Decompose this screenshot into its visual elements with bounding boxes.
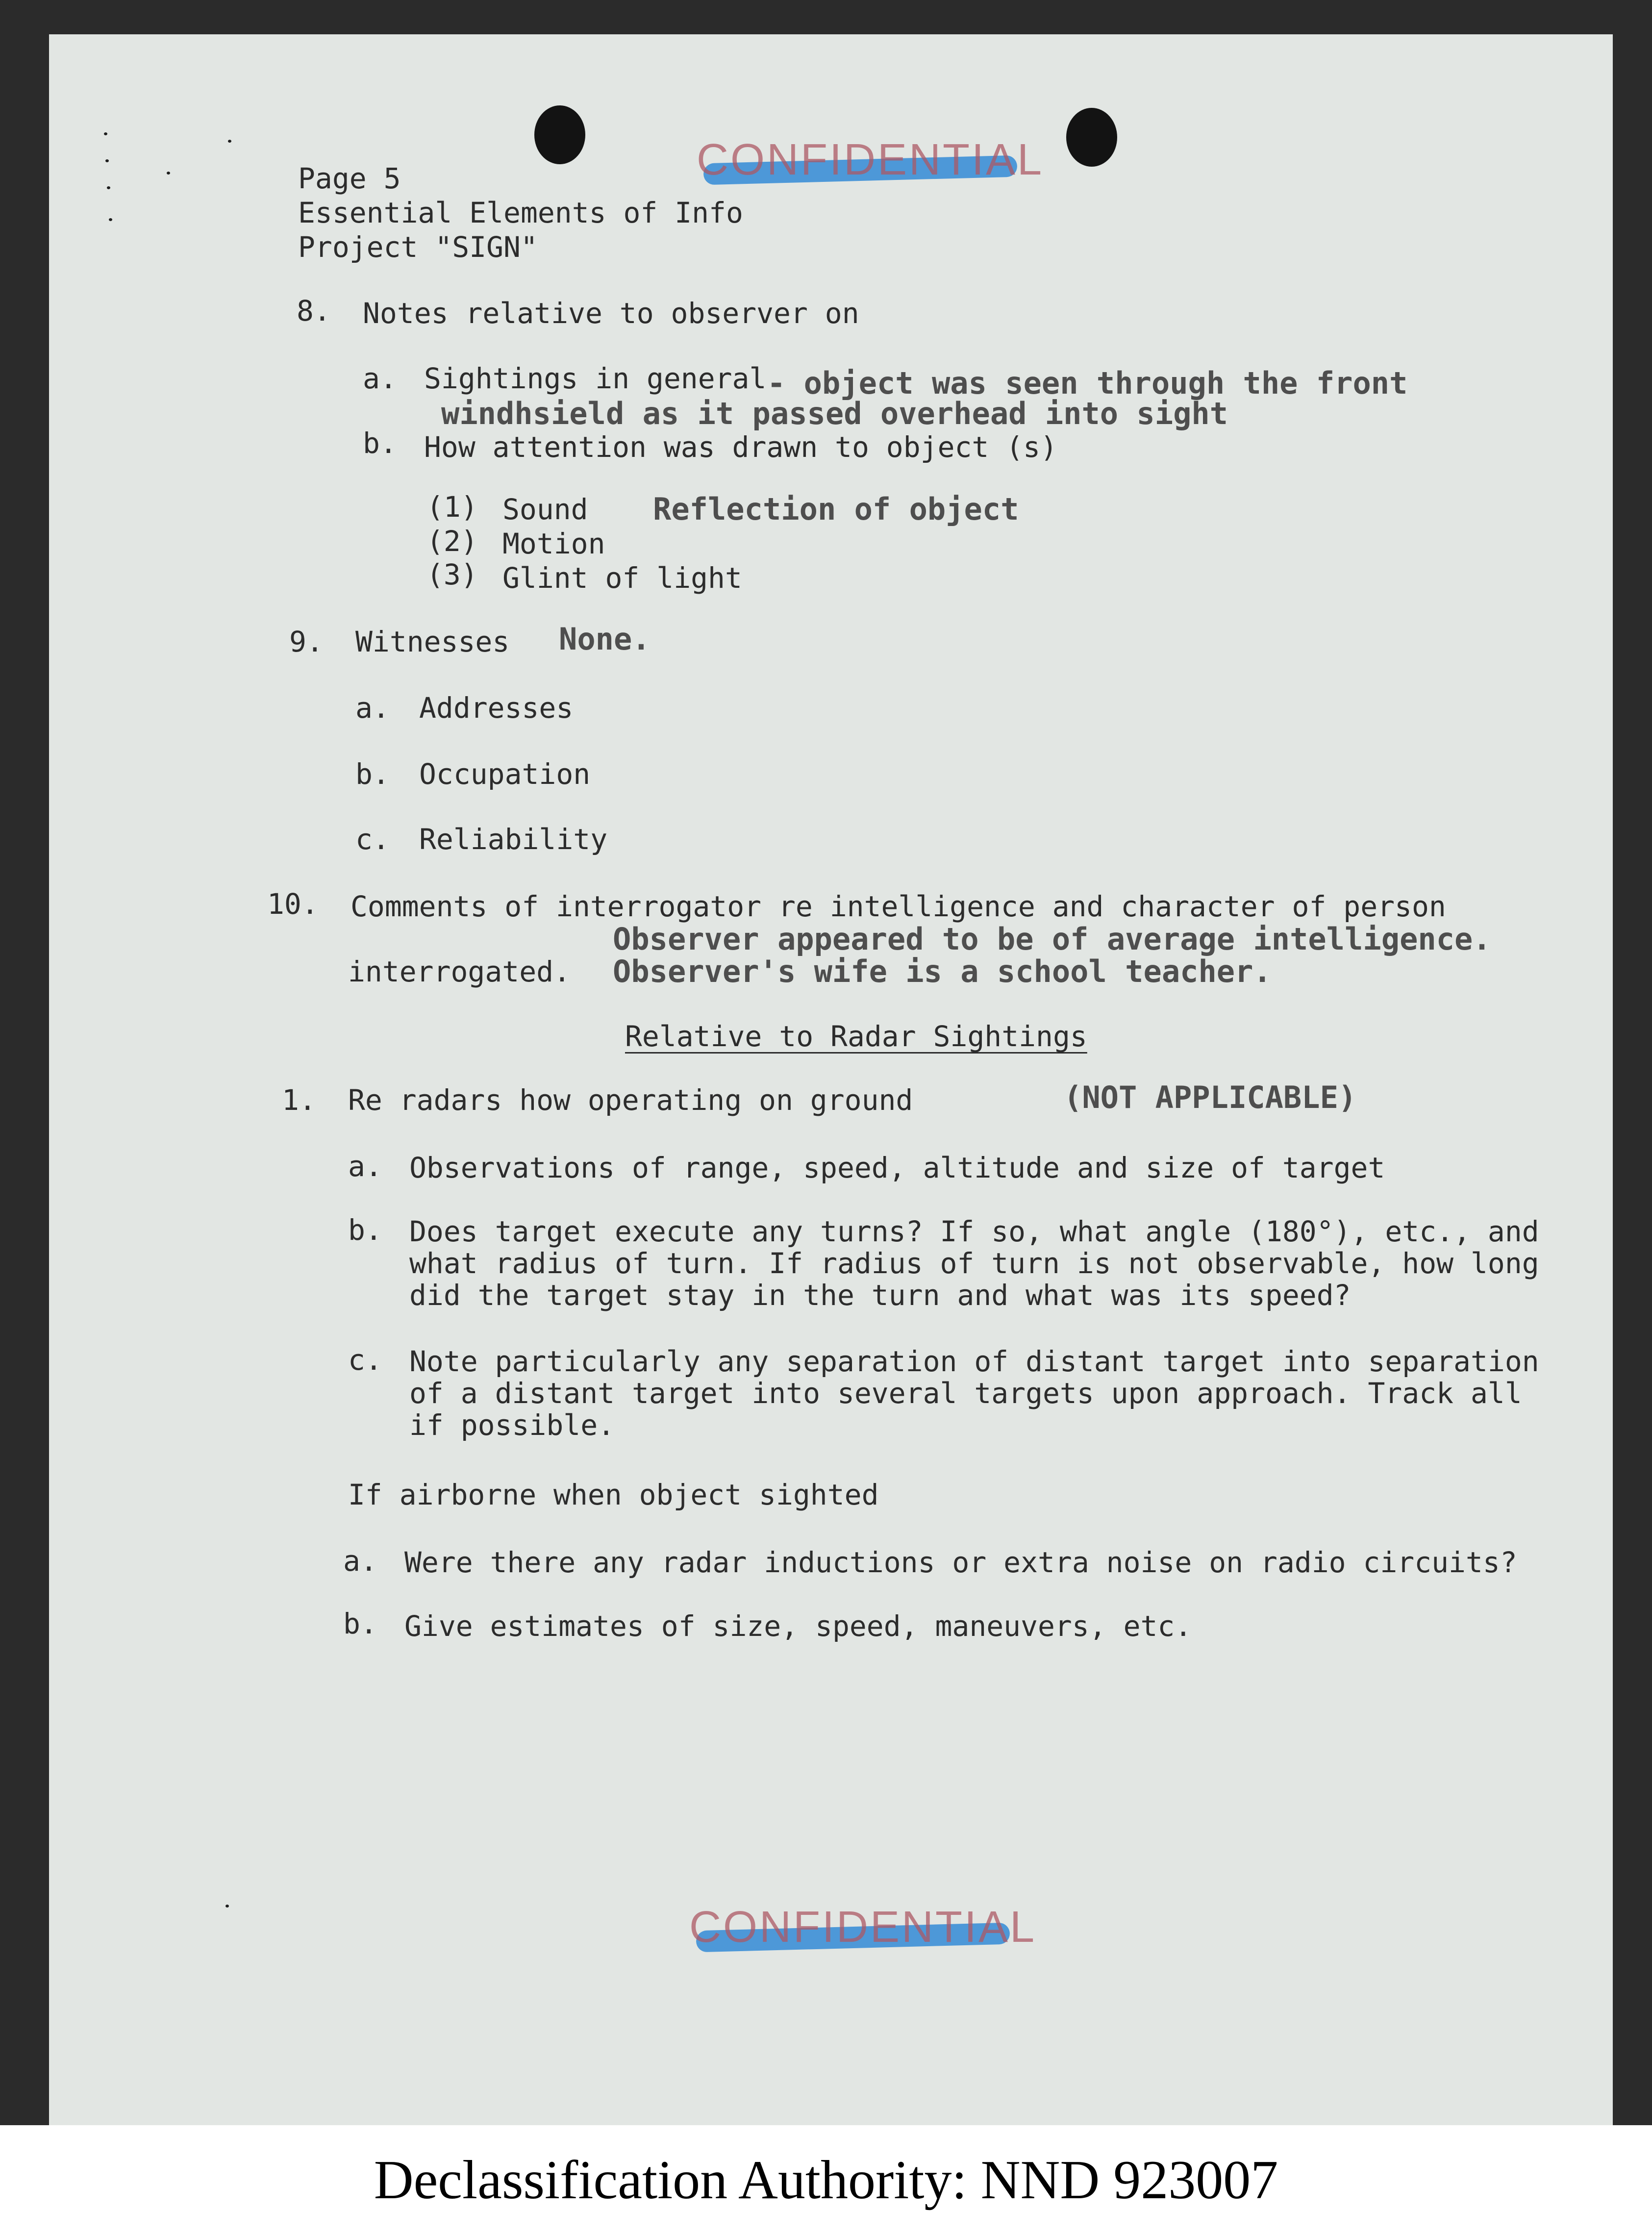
radar-item-b-label: b.	[348, 1213, 382, 1247]
item-9b-label: b.	[355, 757, 390, 791]
item-8b-label: b.	[363, 427, 397, 460]
item-8a-text: Sightings in general	[424, 362, 767, 395]
airborne-item-b-label: b.	[343, 1607, 377, 1640]
document-subtitle: Essential Elements of Info	[298, 196, 743, 229]
margin-speck	[104, 132, 107, 135]
punch-hole-right	[1066, 108, 1117, 167]
item-10-text: Comments of interrogator re intelligence and character of person	[350, 890, 1446, 923]
item-10-answer-cont: Observer's wife is a school teacher.	[613, 954, 1272, 989]
item-9-number: 9.	[289, 625, 324, 658]
radar-item-a-text: Observations of range, speed, altitude and size of target	[409, 1151, 1385, 1184]
radar-item-1-number: 1.	[282, 1083, 316, 1117]
item-10-text-cont: interrogated.	[348, 955, 571, 988]
item-9-title: Witnesses	[355, 625, 510, 658]
radar-item-c-line: if possible.	[409, 1408, 615, 1442]
confidential-stamp-text: CONFIDENTIAL	[689, 1903, 1037, 1952]
item-8b-answer: Reflection of object	[653, 491, 1019, 527]
confidential-stamp-bottom	[681, 1902, 1044, 1956]
item-9c-label: c.	[355, 823, 390, 856]
confidential-stamp-text: CONFIDENTIAL	[696, 135, 1044, 184]
item-10-number: 10.	[267, 887, 319, 921]
sub-item-text: Glint of light	[502, 561, 742, 595]
sub-item-text: Sound	[502, 493, 588, 526]
declassification-authority-footer: Declassification Authority: NND 923007	[0, 2125, 1652, 2235]
item-9b-text: Occupation	[419, 757, 591, 791]
document-page	[49, 34, 1613, 2125]
airborne-item-b-text: Give estimates of size, speed, maneuvers, etc.	[404, 1609, 1192, 1643]
margin-speck	[105, 159, 109, 162]
margin-speck	[225, 1905, 229, 1908]
radar-item-c-label: c.	[348, 1343, 382, 1377]
punch-hole-left	[534, 105, 585, 164]
item-9-answer: None.	[559, 621, 651, 657]
radar-item-b-line: did the target stay in the turn and what was its speed?	[409, 1279, 1351, 1312]
item-8a-label: a.	[363, 362, 397, 395]
airborne-item-a-text: Were there any radar inductions or extra noise on radio circuits?	[404, 1546, 1517, 1579]
item-10-answer: Observer appeared to be of average intelligence.	[613, 921, 1491, 957]
radar-item-b-line: what radius of turn. If radius of turn is not observable, how long	[409, 1247, 1539, 1280]
radar-item-1-answer: (NOT APPLICABLE)	[1064, 1080, 1357, 1115]
item-8b-text: How attention was drawn to object (s)	[424, 430, 1058, 464]
item-8a-answer: - object was seen through the front	[767, 365, 1408, 401]
radar-item-c-line: of a distant target into several targets upon approach. Track all	[409, 1377, 1522, 1410]
item-9c-text: Reliability	[419, 823, 608, 856]
margin-speck	[109, 218, 112, 221]
project-name: Project "SIGN"	[298, 230, 538, 264]
confidential-stamp-top	[689, 135, 1051, 189]
sub-item-number: (1)	[426, 490, 478, 524]
radar-item-a-label: a.	[348, 1150, 382, 1183]
item-9a-label: a.	[355, 691, 390, 725]
margin-speck	[107, 186, 110, 189]
margin-speck	[228, 140, 231, 143]
sub-item-number: (2)	[426, 525, 478, 558]
radar-item-1-text: Re radars how operating on ground	[348, 1083, 913, 1117]
section-heading-radar: Relative to Radar Sightings	[625, 1020, 1087, 1053]
radar-item-b-line: Does target execute any turns? If so, what angle (180°), etc., and	[409, 1215, 1539, 1248]
page-number: Page 5	[298, 162, 401, 195]
item-8-title: Notes relative to observer on	[363, 297, 859, 330]
item-9a-text: Addresses	[419, 691, 574, 725]
item-8a-answer-cont: windhsield as it passed overhead into sight	[441, 396, 1228, 431]
airborne-item-a-label: a.	[343, 1544, 377, 1578]
sub-item-number: (3)	[426, 558, 478, 591]
radar-item-c-line: Note particularly any separation of distant target into separation	[409, 1345, 1539, 1378]
airborne-heading: If airborne when object sighted	[348, 1478, 879, 1511]
margin-speck	[167, 172, 170, 175]
item-8-number: 8.	[297, 294, 331, 327]
sub-item-text: Motion	[502, 527, 605, 560]
